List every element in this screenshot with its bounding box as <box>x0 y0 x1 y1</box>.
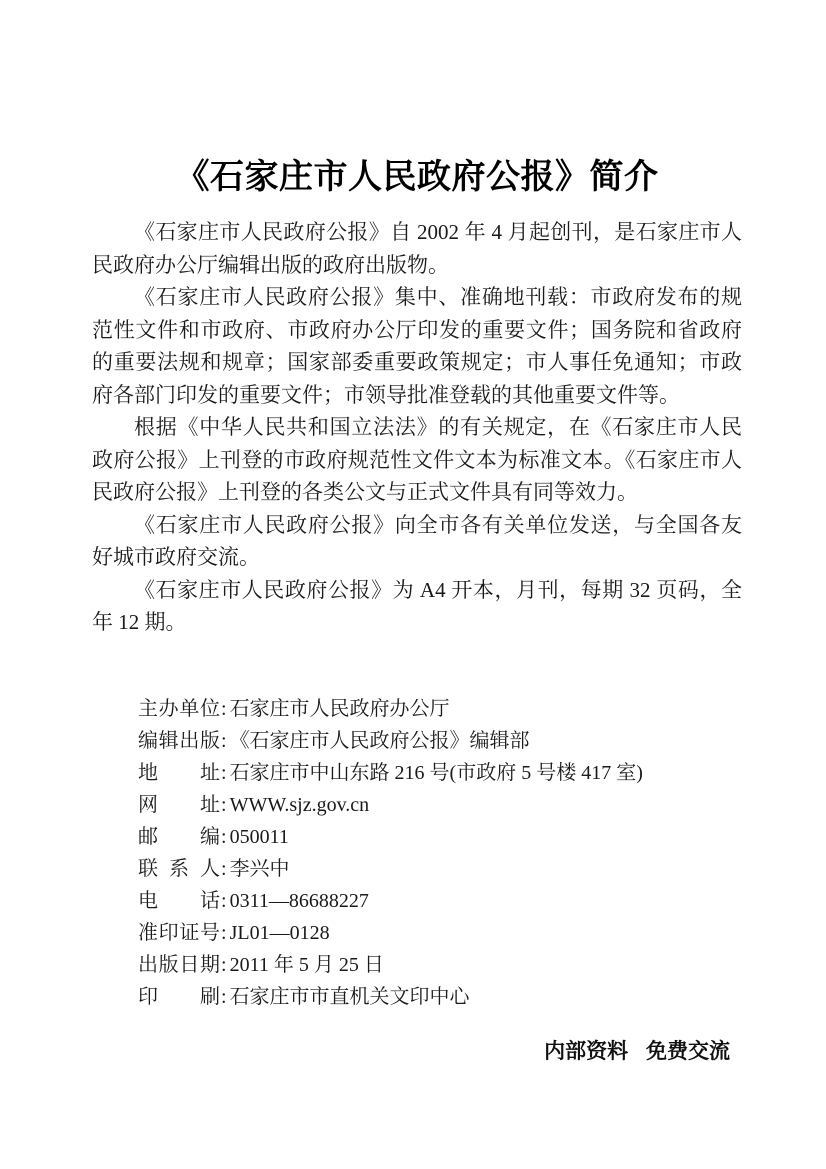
info-colon: : <box>221 953 227 976</box>
info-value: 石家庄市中山东路 216 号(市政府 5 号楼 417 室) <box>229 761 643 784</box>
publication-info-list <box>138 693 742 1013</box>
info-row-address <box>138 757 742 789</box>
info-value: 0311—86688227 <box>229 889 369 912</box>
info-label: 联系人 <box>138 857 220 880</box>
info-row-permit <box>138 917 742 949</box>
info-row-phone <box>138 885 742 917</box>
info-value: WWW.sjz.gov.cn <box>229 793 370 816</box>
info-colon: : <box>221 793 227 816</box>
info-label: 电话 <box>138 889 220 912</box>
paragraph-contents: 《石家庄市人民政府公报》集中、准确地刊载：市政府发布的规范性文件和市政府、市政府办公厅印发的重要文件；国务院和省政府的重要法规和规章；国家部委重要政策规定；市人事任免通知；市政府各部门印发的重要文件；市领导批准登载的其他重要文件等。 <box>92 285 742 407</box>
info-label: 地址 <box>138 761 220 784</box>
info-colon: : <box>221 825 227 848</box>
info-row-organizer <box>138 693 742 725</box>
info-colon: : <box>221 921 227 944</box>
info-row-website <box>138 789 742 821</box>
info-value: JL01—0128 <box>229 921 330 944</box>
info-value: 李兴中 <box>229 857 290 880</box>
footer-internal-material-label: 内部资料 <box>544 1039 629 1063</box>
info-value: 石家庄市市直机关文印中心 <box>229 985 470 1008</box>
info-value: 《石家庄市人民政府公报》编辑部 <box>229 729 530 752</box>
info-value: 050011 <box>229 825 289 848</box>
paragraph-legal-status: 根据《中华人民共和国立法法》的有关规定，在《石家庄市人民政府公报》上刊登的市政府规范性文件文本为标准文本。《石家庄市人民政府公报》上刊登的各类公文与正式文件具有同等效力。 <box>92 415 742 504</box>
info-colon: : <box>221 761 227 784</box>
info-row-postcode <box>138 821 742 853</box>
info-row-contact <box>138 853 742 885</box>
info-colon: : <box>221 985 227 1008</box>
info-colon: : <box>221 889 227 912</box>
page-title: 《石家庄市人民政府公报》简介 <box>175 159 659 196</box>
paragraph-format: 《石家庄市人民政府公报》为 A4 开本，月刊，每期 32 页码，全年 12 期。 <box>92 577 742 634</box>
info-label: 出版日期 <box>138 953 220 976</box>
paragraph-founding: 《石家庄市人民政府公报》自 2002 年 4 月起创刊，是石家庄市人民政府办公厅编辑出版的政府出版物。 <box>92 220 742 277</box>
info-row-publisher <box>138 725 742 757</box>
info-row-pubdate <box>138 949 742 981</box>
info-value: 石家庄市人民政府办公厅 <box>229 697 450 720</box>
paragraph-distribution: 《石家庄市人民政府公报》向全市各有关单位发送，与全国各友好城市政府交流。 <box>92 512 742 569</box>
info-label: 邮编 <box>138 825 220 848</box>
info-label: 准印证号 <box>138 921 220 944</box>
info-row-printer <box>138 981 742 1013</box>
info-label: 网址 <box>138 793 220 816</box>
info-label: 主办单位 <box>138 697 220 720</box>
footer-note <box>92 1037 742 1067</box>
info-colon: : <box>221 857 227 880</box>
info-colon: : <box>221 729 227 752</box>
info-value: 2011 年 5 月 25 日 <box>229 953 384 976</box>
info-label: 印刷 <box>138 985 220 1008</box>
footer-free-exchange-label: 免费交流 <box>646 1039 730 1063</box>
intro-body <box>92 216 742 639</box>
info-colon: : <box>221 697 227 720</box>
info-label: 编辑出版 <box>138 729 220 752</box>
